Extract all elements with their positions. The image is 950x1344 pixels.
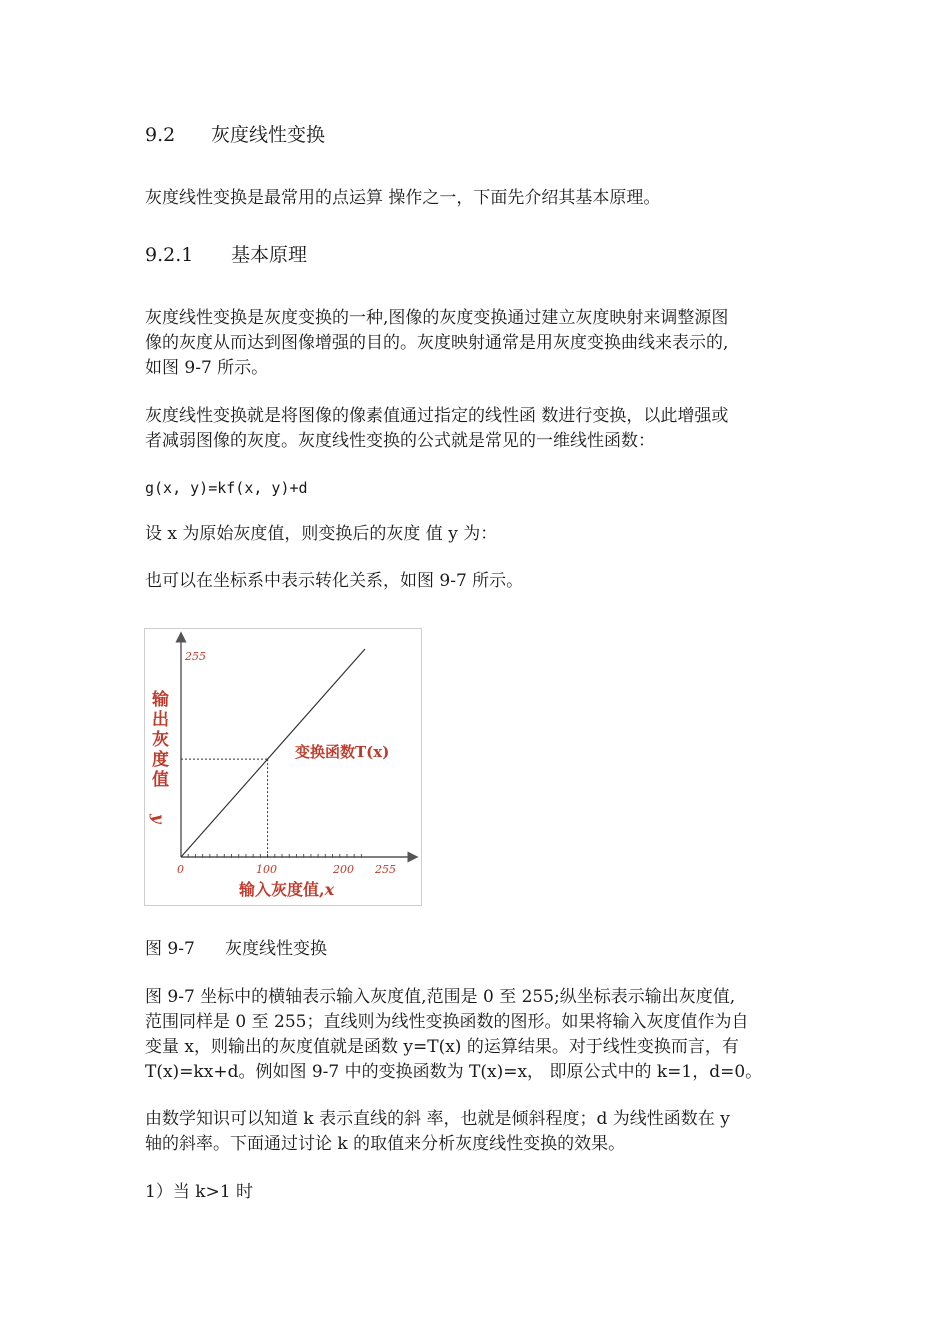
paragraph-line: T(x)=kx+d。例如图 9-7 中的变换函数为 T(x)=x， 即原公式中的 k=1，d=0。 — [145, 1062, 763, 1082]
x-tick-label: 255 — [375, 863, 396, 876]
y-axis-label-char: 灰 — [152, 730, 169, 750]
paragraph-line: 变量 x，则输出的灰度值就是函数 y=T(x) 的运算结果。对于线性变换而言，有 — [145, 1037, 739, 1057]
paragraph-7: 1）当 k>1 时 — [145, 1182, 253, 1202]
y-tick-label-255: 255 — [185, 650, 206, 663]
paragraph-line: 如图 9-7 所示。 — [145, 358, 269, 378]
transform-chart — [145, 629, 421, 905]
paragraph-line: 图 9-7 坐标中的横轴表示输入灰度值,范围是 0 至 255;纵坐标表示输出灰度值, — [145, 987, 736, 1007]
paragraph-line: 者减弱图像的灰度。灰度线性变换的公式就是常见的一维线性函数： — [145, 431, 655, 451]
paragraph-5 — [145, 985, 815, 1085]
paragraph-line: 灰度线性变换是灰度变换的一种,图像的灰度变换通过建立灰度映射来调整源图 — [145, 308, 729, 328]
paragraph-line: 灰度线性变换就是将图像的像素值通过指定的线性函 数进行变换，以此增强或 — [145, 406, 729, 426]
paragraph-line: 由数学知识可以知道 k 表示直线的斜 率，也就是倾斜程度；d 为线性函数在 y — [145, 1109, 730, 1129]
paragraph-4: 也可以在坐标系中表示转化关系，如图 9-7 所示。 — [145, 571, 524, 591]
caption-number: 图 9-7 — [145, 939, 195, 959]
subsection-heading — [145, 243, 815, 268]
y-axis-label — [149, 689, 169, 825]
section-number: 9.2 — [145, 124, 176, 146]
figure-9-7 — [144, 628, 422, 906]
formula: g(x, y)=kf(x, y)+d — [145, 479, 308, 497]
subsection-title: 基本原理 — [231, 244, 308, 266]
x-axis-label — [238, 880, 335, 899]
subsection-number: 9.2.1 — [145, 244, 194, 266]
x-axis-label-text: 输入灰度值, — [239, 880, 325, 899]
y-axis-label-char: 出 — [152, 710, 169, 730]
figure-caption — [145, 937, 815, 962]
y-axis-label-char: 输 — [152, 690, 169, 710]
y-axis-label-var: y — [149, 814, 168, 824]
paragraph-line: 范围同样是 0 至 255；直线则为线性变换函数的图形。如果将输入灰度值作为自 — [145, 1012, 749, 1032]
x-tick-label: 0 — [177, 863, 184, 876]
paragraph-line: 像的灰度从而达到图像增强的目的。灰度映射通常是用灰度变换曲线来表示的, — [145, 333, 729, 353]
y-axis-label-char: 值 — [152, 770, 169, 790]
paragraph-6 — [145, 1107, 815, 1157]
section-heading — [145, 123, 815, 148]
function-label: 变换函数T(x) — [295, 743, 390, 761]
caption-title: 灰度线性变换 — [225, 939, 327, 959]
x-tick-label: 200 — [333, 863, 354, 876]
section-title: 灰度线性变换 — [211, 124, 326, 146]
paragraph-2 — [145, 404, 815, 454]
intro-paragraph: 灰度线性变换是最常用的点运算 操作之一，下面先介绍其基本原理。 — [145, 188, 661, 208]
paragraph-line: 轴的斜率。下面通过讨论 k 的取值来分析灰度线性变换的效果。 — [145, 1134, 626, 1154]
y-axis-label-char: 度 — [152, 750, 169, 770]
paragraph-1 — [145, 306, 815, 381]
x-tick-label: 100 — [256, 863, 277, 876]
x-axis-label-var: x — [324, 880, 335, 899]
paragraph-3: 设 x 为原始灰度值，则变换后的灰度 值 y 为： — [145, 524, 498, 544]
